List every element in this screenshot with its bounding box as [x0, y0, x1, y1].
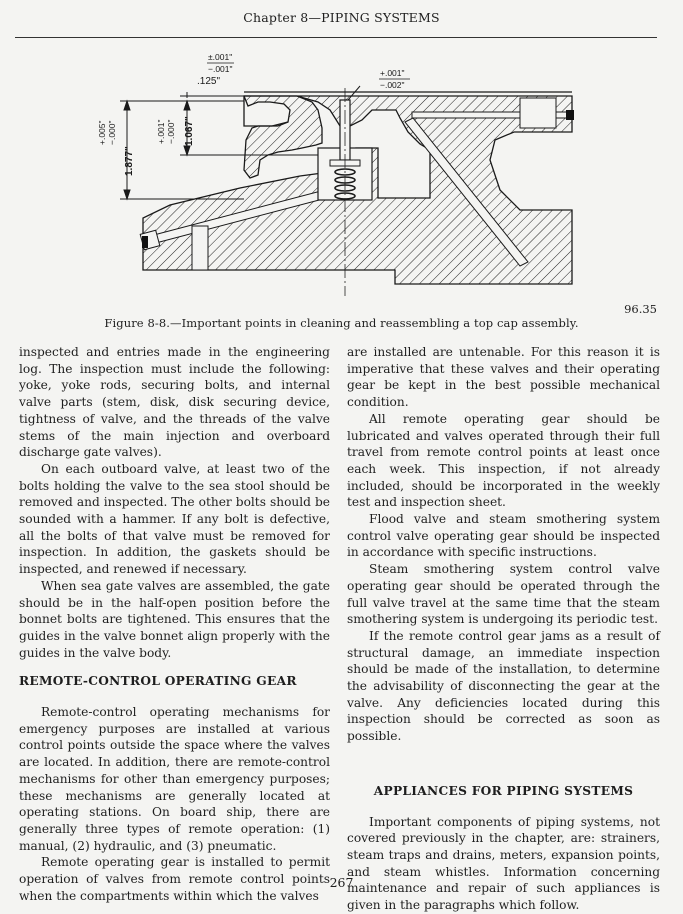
figure-caption: Figure 8-8.—Important points in cleaning and reassembling a top cap assembly.: [104, 316, 579, 330]
section-heading: APPLIANCES FOR PIPING SYSTEMS: [373, 783, 634, 798]
figure-code: 96.35: [624, 302, 657, 316]
paragraph: inspected and entries made in the engineering log. The inspection must include the following: yoke, yoke rods, securing bolts, and internal valve parts (stem, disk, disk securing device, tightness of valve, and the threads of the valve stems of the main injection and overboard discharge gate valves).: [19, 345, 330, 460]
section-heading: REMOTE-CONTROL OPERATING GEAR: [19, 674, 297, 689]
right-column: [347, 344, 660, 914]
dim-height-total-tol-minus: −.000": [107, 120, 117, 145]
dim-height-total: 1.877": [124, 146, 135, 176]
dim-offset: .125": [197, 76, 221, 87]
dim-top-tol-plus: ±.001": [208, 52, 233, 62]
paragraph: When sea gate valves are assembled, the gate should be in the half-open position before the bonnet bolts are tightened. This ensures that the guides in the valve bonnet align properly with the guides in the valve body.: [19, 578, 330, 660]
page-number: 267: [329, 875, 354, 890]
dim-stem-tol-minus: −.002": [380, 80, 405, 90]
header-rule: [15, 37, 657, 38]
paragraph: Steam smothering system control valve operating gear should be operated through the full valve travel at the same time that the steam smothering system is undergoing its periodic test.: [347, 562, 660, 627]
paragraph: If the remote control gear jams as a result of structural damage, an immediate inspection should be made of the installation, to determine the advisability of disconnecting the gear at the valve. Any deficiencies located during this inspection should be corrected as soon as possible.: [347, 628, 660, 744]
paragraph: On each outboard valve, at least two of the bolts holding the valve to the sea stool should be removed and inspected. The other bolts should be sounded with a hammer. If any bolt is defective, all the bolts of that valve must be removed for inspection. In addition, the gaskets should be inspected, and renewed if necessary.: [19, 461, 330, 577]
paragraph: All remote operating gear should be lubricated and valves operated through their full travel from remote control points at least once each week. This inspection, if not already included, should be incorporated in the weekly test and inspection sheet.: [347, 411, 660, 510]
dim-stem-tol-plus: +.001": [380, 68, 405, 78]
dim-height-seat-tol-plus: +.001": [156, 119, 166, 144]
cross-section-drawing: [0, 40, 683, 315]
dim-height-total-tol-plus: +.005": [97, 120, 107, 145]
dim-height-seat: 1.067": [184, 116, 195, 146]
figure-top-cap-assembly: [0, 40, 683, 315]
paragraph: Remote operating gear is installed to permit operation of valves from remote control points when the compartments within which the valves: [19, 855, 330, 903]
paragraph: Flood valve and steam smothering system control valve operating gear should be inspected in accordance with specific instructions.: [347, 512, 660, 560]
running-header: Chapter 8—PIPING SYSTEMS: [243, 10, 440, 25]
dim-top-tol-minus: −.001": [208, 64, 233, 74]
dim-height-seat-tol-minus: −.000": [166, 119, 176, 144]
paragraph: are installed are untenable. For this reason it is imperative that these valves and their operating gear be kept in the best possible mechanical condition.: [347, 345, 660, 410]
paragraph: Remote-control operating mechanisms for emergency purposes are installed at various control points outside the space where the valves are located. In addition, there are remote-control mechanisms for other than emergency purposes; these mechanisms are generally located at operating stations. On board ship, there are generally three types of remote operation: (1) manual, (2) hydraulic, and (3) pneumatic.: [19, 705, 330, 853]
paragraph: Important components of piping systems, not covered previously in the chapter, are: strainers, steam traps and drains, meters, expansion points, and steam whistles. Information concerning maintenance and repair of such appliances is given in the paragraphs which follow.: [347, 814, 660, 913]
left-column: [19, 344, 330, 905]
